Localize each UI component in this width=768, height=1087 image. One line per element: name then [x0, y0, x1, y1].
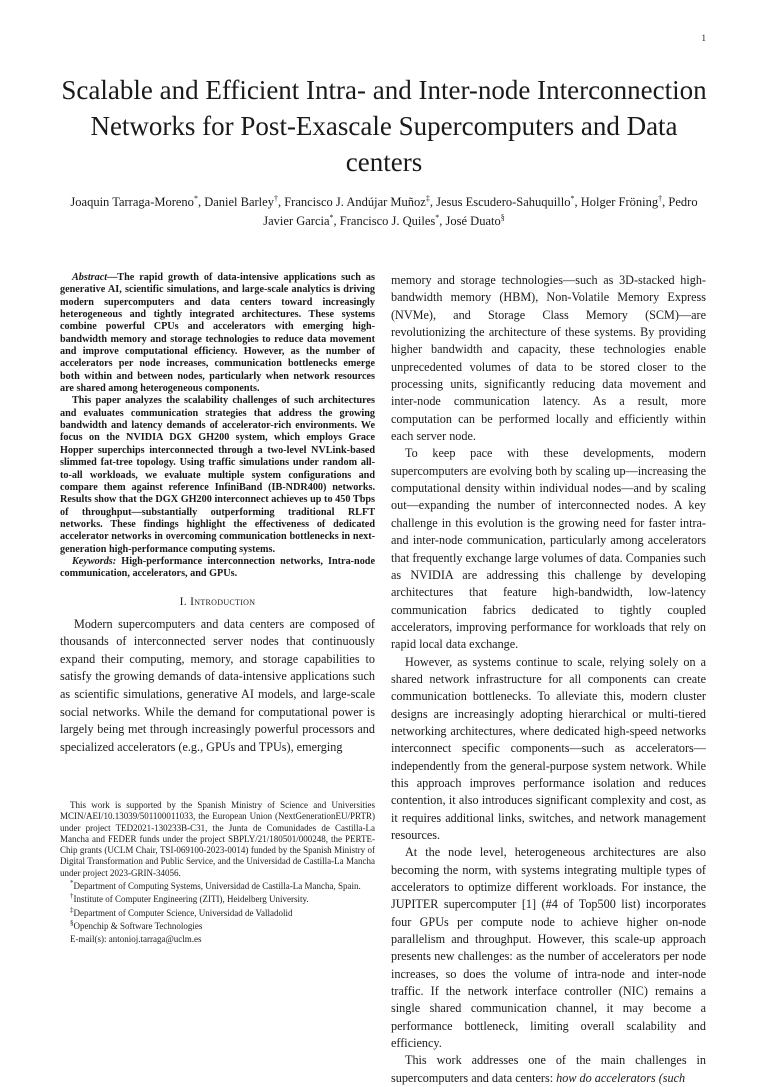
- author-name: José Duato: [445, 214, 501, 228]
- keywords: [60, 556, 375, 581]
- left-column: [60, 272, 375, 756]
- page-number: 1: [701, 33, 706, 43]
- author-name: Joaquin Tarraga-Moreno: [70, 195, 194, 209]
- introduction-body: [60, 616, 375, 757]
- right-paragraph-5: [391, 1052, 706, 1087]
- author-name: Daniel Barley: [204, 195, 274, 209]
- affiliation-text: Department of Computing Systems, Universidad de Castilla-La Mancha, Spain.: [73, 881, 361, 892]
- right-paragraph-2: To keep pace with these developments, modern supercomputers are evolving both by scaling up—increasing the computational density within individual nodes—and by scaling out—expanding the number of interconnected nodes. A key challenge in this evolution is the growing need for faster intra- and inter-node communication, particularly among accelerators that frequently exchange large volumes of data. Companies such as NVIDIA are addressing this challenge by developing architectures that feature high-bandwidth, low-latency communication fabrics dedicated to tightly coupled accelerators, improving performance for workloads that rely on rapid local data exchange.: [391, 446, 706, 652]
- author-affiliation-mark: §: [500, 212, 505, 222]
- affiliation-footnote: [60, 894, 375, 905]
- author-affiliation-mark: †: [273, 193, 278, 203]
- affiliation-mark: ‡: [70, 905, 74, 914]
- author-affiliation-mark: ‡: [425, 193, 430, 203]
- author-affiliation-mark: *: [329, 212, 334, 222]
- right-paragraph-1: memory and storage technologies—such as 3D-stacked high-bandwidth memory (HBM), Non-Volatile Memory Express (NVMe), and Storage Class Memory (SCM)—are revolutionizing the architecture of these systems. By providing higher bandwidth and capacity, these technologies enable unprecedented volumes of data to be stored closer to the processing units, significantly reducing data movement and inter-node communication latency. As a result, more computation can be performed locally and efficiently within each server node.: [391, 273, 706, 444]
- affiliation-footnote: [60, 881, 375, 892]
- author-name: Francisco J. Andújar Muñoz: [284, 195, 426, 209]
- introduction-paragraph-1: Modern supercomputers and data centers are composed of thousands of interconnected server nodes that continuously expand their computing, memory, and storage capabilities to satisfy the growing demands of data-intensive applications such as scientific simulations, generative AI models, and large-scale social networks. While the demand for computational power is largely being met through increasingly powerful processors and specialized accelerators (e.g., GPUs and TPUs), emerging: [60, 616, 375, 754]
- author-list: Joaquin Tarraga-Moreno*, Daniel Barley†, Francisco J. Andújar Muñoz‡, Jesus Escudero-Sahuquillo*, Holger Fröning†, Pedro Javier Garcia*, Francisco J. Quiles*, José Duato§: [70, 193, 698, 228]
- right-paragraph-5-italic: how do accelerators (such: [556, 1070, 686, 1085]
- author-name: Jesus Escudero-Sahuquillo: [436, 195, 571, 209]
- author-affiliation-mark: †: [658, 193, 663, 203]
- author-affiliation-mark: *: [435, 212, 440, 222]
- author-name: Pedro Javier Garcia: [263, 195, 698, 228]
- section-heading-introduction: I. Introduction: [179, 595, 256, 608]
- affiliation-mark: §: [70, 918, 74, 927]
- author-affiliation-mark: *: [193, 193, 198, 203]
- keywords-text: High-performance interconnection networks, Intra-node communication, accelerators, and GPUs.: [60, 555, 375, 580]
- paper-title: Scalable and Efficient Intra- and Inter-node Interconnection Networks for Post-Exascale Supercomputers and Data centers: [61, 75, 707, 177]
- affiliation-text: Department of Computer Science, Universidad de Valladolid: [73, 907, 293, 918]
- author-affiliation-mark: *: [570, 193, 575, 203]
- affiliation-footnote: [60, 905, 375, 919]
- right-paragraph-3: However, as systems continue to scale, relying solely on a shared network infrastructure for all components can create communication bottlenecks. To alleviate this, modern cluster designs are increasingly adopting hierarchical or multi-tiered networking architectures, where dedicated high-speed networks interconnect specific components—such as accelerators—independently from the general-purpose system network. While this approach improves performance isolation and reduces contention, it also introduces significant complexity and cost, as it requires additional links, switches, and network management resources.: [391, 654, 706, 842]
- right-paragraph-4: At the node level, heterogeneous architectures are also becoming the norm, with systems integrating multiple types of accelerators to optimize different workloads. For instance, the JUPITER supercomputer [1] (#4 of Top500 list) incorporates four GPUs per compute node to achieve higher on-node parallelism and throughput. However, this scale-up approach presents new challenges: as the number of accelerators per node increases, so does the volume of intra-node and inter-node traffic. If the network interface controller (NIC) remains a single shared communication channel, it may become a performance bottleneck, limiting overall scalability and efficiency.: [391, 845, 706, 1051]
- affiliation-list: [60, 881, 375, 932]
- right-column: [391, 272, 706, 1087]
- author-name: Holger Fröning: [580, 195, 659, 209]
- funding-footnote: This work is supported by the Spanish Ministry of Science and Universities MCIN/AEI/10.13039/501100011033, the European Union (NextGenerationEU/PRTR) under project TED2021-130233B-C31, the Junta de Comunidades de Castilla-La Mancha and FEDER funds under the project SBPLY/21/180501/000248, the PERTE-Chip grants (UCLM Chair, TSI-069100-2023-0014) funded by the Spanish Ministry of Digital Transformation and Public Service, and the Universidad de Castilla-La Mancha under project 2023-GRIN-34056.: [60, 800, 375, 878]
- author-name: Francisco J. Quiles: [339, 214, 436, 228]
- affiliation-text: Institute of Computer Engineering (ZITI), Heidelberg University.: [73, 894, 309, 905]
- abstract-lead: Abstract: [72, 272, 108, 283]
- footnotes: [60, 800, 375, 946]
- abstract-paragraph-1: [60, 272, 375, 395]
- abstract-text-1: —The rapid growth of data-intensive applications such as generative AI, scientific simulations, and large-scale analytics is driving modern supercomputers and data centers toward increasingly heterogeneous and tightly integrated architectures. These systems combine powerful CPUs and accelerators with emerging high-bandwidth memory and storage technologies to reduce data movement and improve computational efficiency. However, as the number of accelerators per node increases, communication bottlenecks emerge both within and between nodes, particularly when network resources are shared among heterogeneous components.: [60, 272, 375, 395]
- affiliation-footnote: [60, 918, 375, 932]
- email-footnote: E-mail(s): antonioj.tarraga@uclm.es: [70, 934, 202, 945]
- keywords-lead: Keywords:: [72, 555, 117, 567]
- affiliation-text: Openchip & Software Technologies: [73, 920, 203, 931]
- abstract-paragraph-2: This paper analyzes the scalability challenges of such architectures and evaluates communication strategies that address the growing bandwidth and latency demands of accelerator-rich environments. We focus on the NVIDIA DGX GH200 system, which employs Grace Hopper superchips interconnected through a two-level NVLink-based slimmed fat-tree topology. Using traffic simulations under random all-to-all workloads, we evaluate multiple system configurations and compare them against reference InfiniBand (IB-NDR400) networks. Results show that the DGX GH200 interconnect achieves up to 450 Tbps of throughput—substantially outperforming traditional RLFT networks. These findings highlight the effectiveness of dedicated accelerator networks in overcoming communication bottlenecks in next-generation high-performance computing systems.: [60, 395, 375, 555]
- abstract: [60, 272, 375, 556]
- affiliation-mark: †: [70, 892, 74, 901]
- right-paragraph-5-text: This work addresses one of the main challenges in supercomputers and data centers:: [391, 1053, 706, 1085]
- affiliation-mark: *: [70, 879, 74, 888]
